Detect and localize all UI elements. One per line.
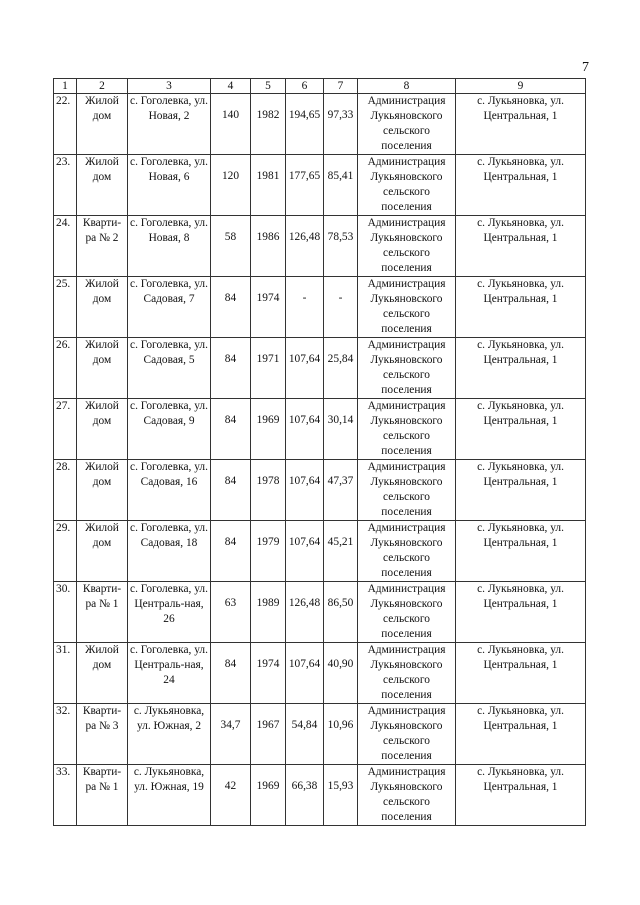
- cell-col5: 1982: [251, 94, 286, 155]
- owner-name: Администрация Лукьяновского сельского поселения: [358, 582, 456, 643]
- cell-col4: 42: [211, 765, 251, 826]
- owner-name: Администрация Лукьяновского сельского поселения: [358, 155, 456, 216]
- object-type: Жилой дом: [77, 155, 128, 216]
- cell-col6: 66,38: [286, 765, 324, 826]
- cell-col6: -: [286, 277, 324, 338]
- object-type: Жилой дом: [77, 521, 128, 582]
- row-number: 33.: [54, 765, 77, 826]
- owner-address: с. Лукьяновка, ул. Центральная, 1: [456, 643, 586, 704]
- object-type: Жилой дом: [77, 643, 128, 704]
- cell-col6: 107,64: [286, 338, 324, 399]
- page-number: 7: [582, 60, 589, 75]
- cell-col5: 1989: [251, 582, 286, 643]
- owner-address: с. Лукьяновка, ул. Центральная, 1: [456, 94, 586, 155]
- object-type: Жилой дом: [77, 460, 128, 521]
- object-address: с. Гоголевка, ул. Садовая, 18: [128, 521, 211, 582]
- owner-name: Администрация Лукьяновского сельского поселения: [358, 460, 456, 521]
- object-address: с. Гоголевка, ул. Садовая, 7: [128, 277, 211, 338]
- table-row: [54, 399, 586, 460]
- cell-col7: 40,90: [324, 643, 358, 704]
- object-address: с. Лукьяновка, ул. Южная, 2: [128, 704, 211, 765]
- object-address: с. Гоголевка, ул. Садовая, 9: [128, 399, 211, 460]
- object-type: Кварти-ра № 3: [77, 704, 128, 765]
- owner-name: Администрация Лукьяновского сельского поселения: [358, 338, 456, 399]
- cell-col4: 120: [211, 155, 251, 216]
- table-row: [54, 460, 586, 521]
- cell-col7: 25,84: [324, 338, 358, 399]
- cell-col7: 97,33: [324, 94, 358, 155]
- row-number: 31.: [54, 643, 77, 704]
- header-row: [54, 79, 586, 94]
- owner-name: Администрация Лукьяновского сельского поселения: [358, 765, 456, 826]
- table-row: [54, 94, 586, 155]
- object-address: с. Гоголевка, ул. Новая, 2: [128, 94, 211, 155]
- owner-name: Администрация Лукьяновского сельского поселения: [358, 277, 456, 338]
- cell-col4: 84: [211, 338, 251, 399]
- cell-col7: 45,21: [324, 521, 358, 582]
- cell-col7: 15,93: [324, 765, 358, 826]
- object-address: с. Лукьяновка, ул. Южная, 19: [128, 765, 211, 826]
- owner-address: с. Лукьяновка, ул. Центральная, 1: [456, 338, 586, 399]
- cell-col4: 63: [211, 582, 251, 643]
- cell-col5: 1981: [251, 155, 286, 216]
- owner-address: с. Лукьяновка, ул. Центральная, 1: [456, 704, 586, 765]
- cell-col5: 1969: [251, 765, 286, 826]
- row-number: 32.: [54, 704, 77, 765]
- object-type: Жилой дом: [77, 277, 128, 338]
- row-number: 26.: [54, 338, 77, 399]
- owner-name: Администрация Лукьяновского сельского поселения: [358, 521, 456, 582]
- cell-col6: 107,64: [286, 460, 324, 521]
- cell-col5: 1974: [251, 277, 286, 338]
- cell-col6: 194,65: [286, 94, 324, 155]
- owner-address: с. Лукьяновка, ул. Центральная, 1: [456, 765, 586, 826]
- cell-col4: 84: [211, 399, 251, 460]
- column-header: 2: [77, 79, 128, 94]
- object-type: Жилой дом: [77, 94, 128, 155]
- object-type: Кварти-ра № 1: [77, 765, 128, 826]
- owner-name: Администрация Лукьяновского сельского поселения: [358, 399, 456, 460]
- column-header: 8: [358, 79, 456, 94]
- table-row: [54, 704, 586, 765]
- row-number: 30.: [54, 582, 77, 643]
- owner-name: Администрация Лукьяновского сельского поселения: [358, 216, 456, 277]
- cell-col6: 177,65: [286, 155, 324, 216]
- cell-col7: 86,50: [324, 582, 358, 643]
- row-number: 24.: [54, 216, 77, 277]
- object-address: с. Гоголевка, ул. Садовая, 16: [128, 460, 211, 521]
- cell-col5: 1967: [251, 704, 286, 765]
- owner-address: с. Лукьяновка, ул. Центральная, 1: [456, 399, 586, 460]
- cell-col4: 84: [211, 643, 251, 704]
- object-address: с. Гоголевка, ул. Новая, 8: [128, 216, 211, 277]
- cell-col6: 107,64: [286, 399, 324, 460]
- cell-col5: 1971: [251, 338, 286, 399]
- owner-name: Администрация Лукьяновского сельского поселения: [358, 94, 456, 155]
- column-header: 4: [211, 79, 251, 94]
- column-header: 5: [251, 79, 286, 94]
- row-number: 23.: [54, 155, 77, 216]
- owner-address: с. Лукьяновка, ул. Центральная, 1: [456, 582, 586, 643]
- object-address: с. Гоголевка, ул. Новая, 6: [128, 155, 211, 216]
- object-address: с. Гоголевка, ул. Централь-ная, 26: [128, 582, 211, 643]
- cell-col7: 47,37: [324, 460, 358, 521]
- cell-col5: 1974: [251, 643, 286, 704]
- cell-col5: 1978: [251, 460, 286, 521]
- object-type: Жилой дом: [77, 399, 128, 460]
- owner-address: с. Лукьяновка, ул. Центральная, 1: [456, 521, 586, 582]
- cell-col6: 107,64: [286, 643, 324, 704]
- table-row: [54, 155, 586, 216]
- table-row: [54, 521, 586, 582]
- cell-col6: 107,64: [286, 521, 324, 582]
- owner-address: с. Лукьяновка, ул. Центральная, 1: [456, 216, 586, 277]
- cell-col5: 1979: [251, 521, 286, 582]
- object-type: Жилой дом: [77, 338, 128, 399]
- table-row: [54, 216, 586, 277]
- table-row: [54, 338, 586, 399]
- cell-col7: 30,14: [324, 399, 358, 460]
- cell-col6: 126,48: [286, 216, 324, 277]
- object-address: с. Гоголевка, ул. Садовая, 5: [128, 338, 211, 399]
- cell-col4: 58: [211, 216, 251, 277]
- cell-col4: 84: [211, 277, 251, 338]
- cell-col7: 78,53: [324, 216, 358, 277]
- cell-col4: 84: [211, 460, 251, 521]
- table-row: [54, 765, 586, 826]
- row-number: 29.: [54, 521, 77, 582]
- object-type: Кварти-ра № 2: [77, 216, 128, 277]
- cell-col4: 84: [211, 521, 251, 582]
- row-number: 28.: [54, 460, 77, 521]
- cell-col5: 1986: [251, 216, 286, 277]
- table-row: [54, 582, 586, 643]
- owner-address: с. Лукьяновка, ул. Центральная, 1: [456, 277, 586, 338]
- object-type: Кварти-ра № 1: [77, 582, 128, 643]
- cell-col7: -: [324, 277, 358, 338]
- column-header: 3: [128, 79, 211, 94]
- row-number: 25.: [54, 277, 77, 338]
- column-header: 1: [54, 79, 77, 94]
- owner-address: с. Лукьяновка, ул. Центральная, 1: [456, 460, 586, 521]
- cell-col4: 34,7: [211, 704, 251, 765]
- object-address: с. Гоголевка, ул. Централь-ная, 24: [128, 643, 211, 704]
- table-row: [54, 277, 586, 338]
- cell-col6: 54,84: [286, 704, 324, 765]
- property-table: [53, 78, 586, 826]
- owner-name: Администрация Лукьяновского сельского поселения: [358, 704, 456, 765]
- table-row: [54, 643, 586, 704]
- owner-name: Администрация Лукьяновского сельского поселения: [358, 643, 456, 704]
- cell-col6: 126,48: [286, 582, 324, 643]
- owner-address: с. Лукьяновка, ул. Центральная, 1: [456, 155, 586, 216]
- column-header: 7: [324, 79, 358, 94]
- column-header: 9: [456, 79, 586, 94]
- column-header: 6: [286, 79, 324, 94]
- cell-col7: 85,41: [324, 155, 358, 216]
- cell-col7: 10,96: [324, 704, 358, 765]
- row-number: 22.: [54, 94, 77, 155]
- cell-col5: 1969: [251, 399, 286, 460]
- row-number: 27.: [54, 399, 77, 460]
- cell-col4: 140: [211, 94, 251, 155]
